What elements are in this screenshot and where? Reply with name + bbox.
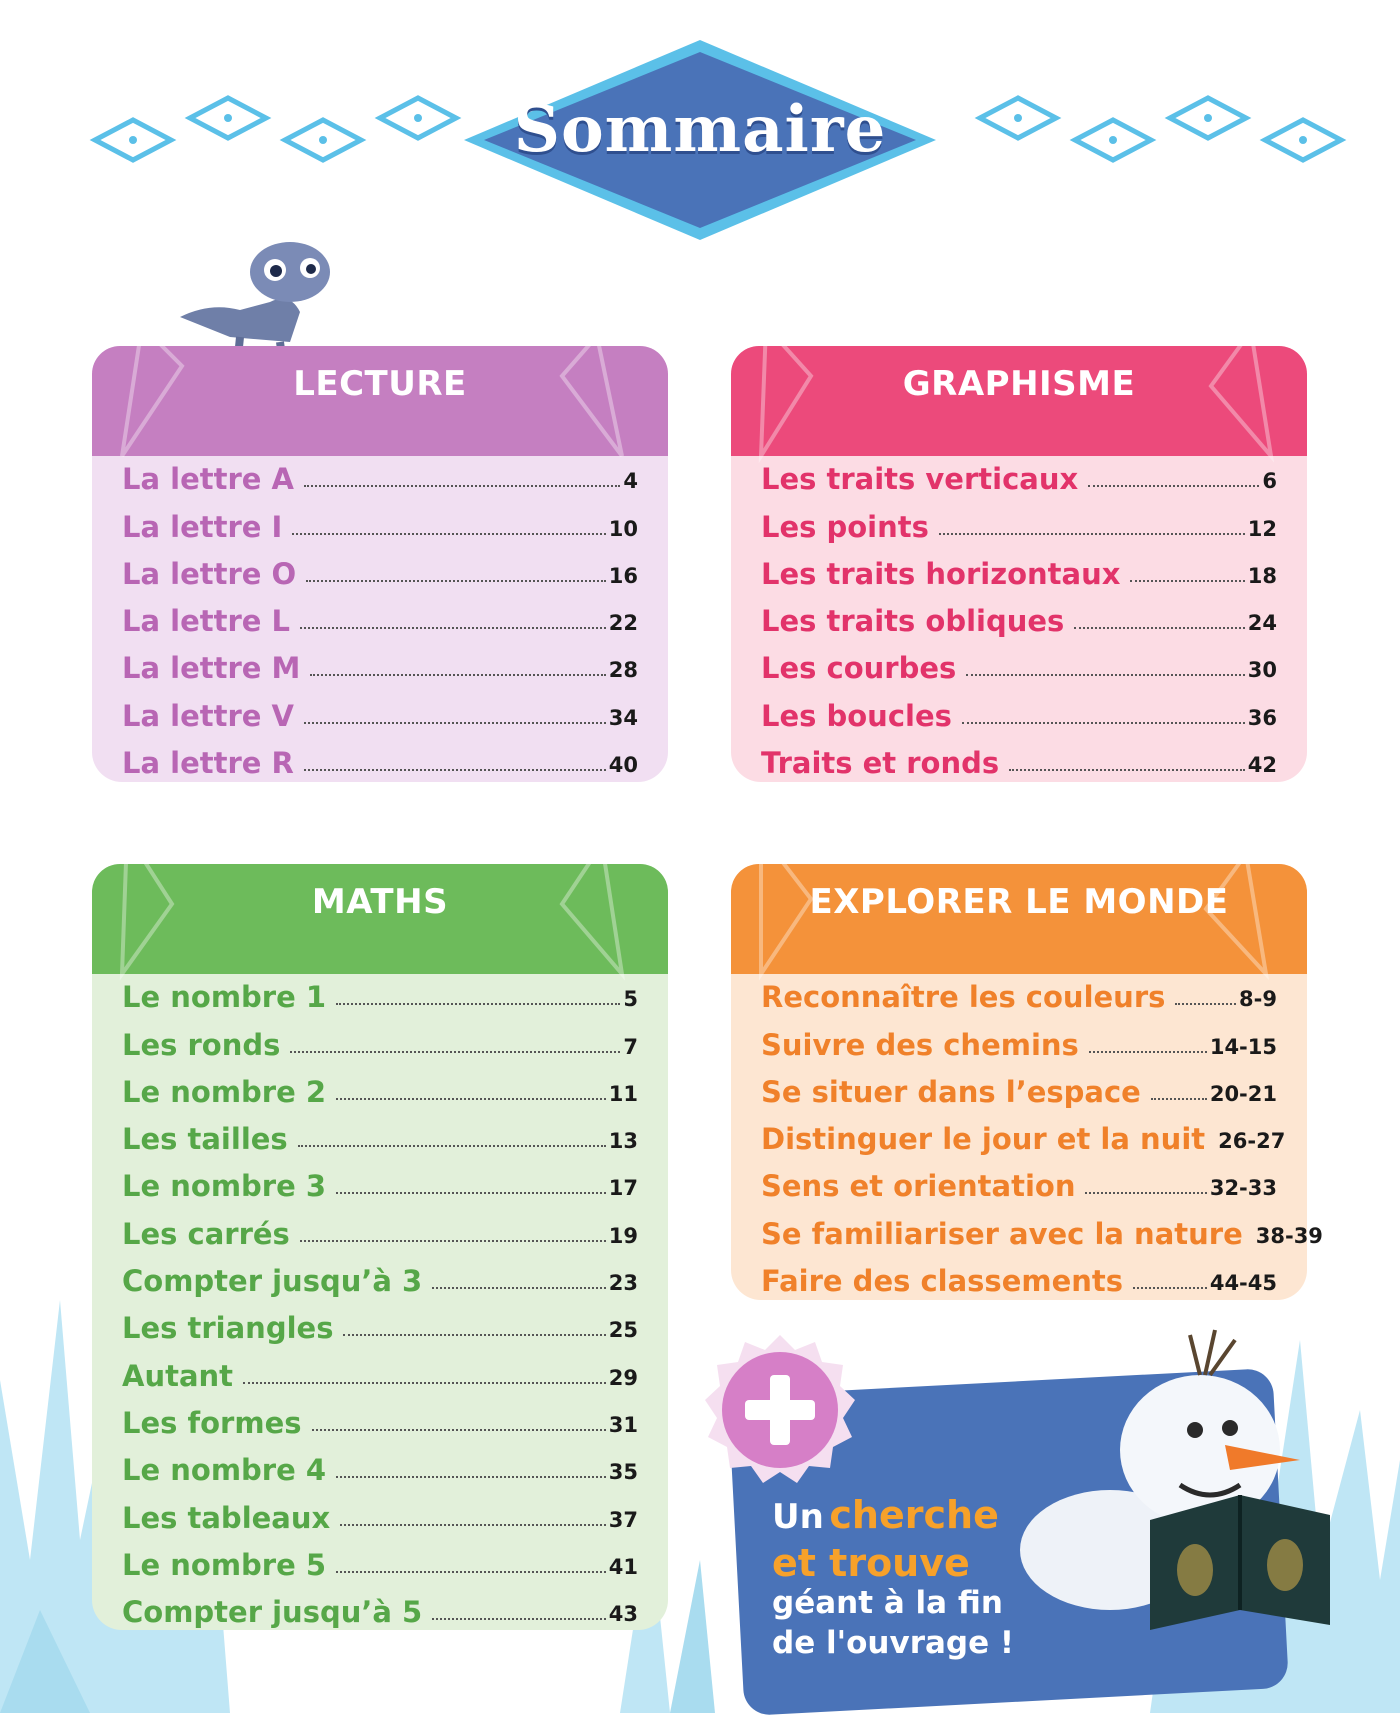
toc-entry-label: Compter jusqu’à 3 <box>122 1264 423 1299</box>
toc-entry-label: Le nombre 2 <box>122 1074 327 1109</box>
salamander-mascot <box>170 232 340 362</box>
toc-entry-page: 42 <box>1247 753 1277 778</box>
toc-entry-page: 12 <box>1247 516 1277 541</box>
toc-entry-page: 19 <box>608 1223 638 1248</box>
toc-entry-page: 22 <box>608 611 638 636</box>
toc-entry[interactable] <box>122 1017 638 1064</box>
toc-entry[interactable] <box>122 499 638 546</box>
plus-icon <box>700 1330 860 1490</box>
dot-leader <box>1130 579 1244 582</box>
toc-entry-label: La lettre I <box>122 509 283 544</box>
toc-entry-label: La lettre V <box>122 698 294 733</box>
section-items <box>122 970 638 1632</box>
toc-entry-label: Traits et ronds <box>761 746 1000 781</box>
promo-highlight1: cherche <box>829 1493 999 1537</box>
toc-entry-label: Les traits horizontaux <box>761 556 1121 591</box>
toc-entry-label: Sens et orientation <box>761 1169 1076 1204</box>
toc-entry[interactable] <box>761 1254 1277 1301</box>
toc-entry-page: 31 <box>608 1412 638 1437</box>
section-lecture <box>92 346 668 782</box>
toc-entry-page: 18 <box>1247 563 1277 588</box>
toc-entry-label: Les tailles <box>122 1122 288 1157</box>
toc-entry-label: Se situer dans l’espace <box>761 1074 1141 1109</box>
toc-entry-label: Le nombre 3 <box>122 1169 327 1204</box>
toc-entry[interactable] <box>122 970 638 1017</box>
dot-leader <box>939 532 1245 535</box>
toc-entry-label: La lettre R <box>122 746 294 781</box>
dot-leader <box>300 1239 606 1242</box>
dot-leader <box>1009 768 1245 771</box>
toc-entry[interactable] <box>761 1065 1277 1112</box>
dot-leader <box>966 673 1245 676</box>
toc-entry-page: 43 <box>608 1602 638 1627</box>
toc-entry-page: 5 <box>623 987 638 1012</box>
toc-entry-label: Autant <box>122 1358 234 1393</box>
toc-entry-page: 11 <box>608 1081 638 1106</box>
dot-leader <box>336 1097 606 1100</box>
toc-entry[interactable] <box>761 970 1277 1017</box>
section-title: EXPLORER LE MONDE <box>809 882 1229 922</box>
toc-entry-label: La lettre L <box>122 604 291 639</box>
toc-entry-page: 36 <box>1247 705 1277 730</box>
dot-leader <box>962 721 1245 724</box>
toc-entry[interactable] <box>761 1159 1277 1206</box>
promo-line3: géant à la fin <box>772 1585 1003 1621</box>
dot-leader <box>304 721 606 724</box>
section-header <box>92 864 668 974</box>
dot-leader <box>1085 1191 1206 1194</box>
section-items <box>761 970 1323 1301</box>
toc-entry-label: Se familiariser avec la nature <box>761 1216 1243 1251</box>
dot-leader <box>310 673 605 676</box>
toc-entry-label: La lettre A <box>122 462 294 497</box>
dot-leader <box>343 1333 605 1336</box>
toc-entry-label: Reconnaître les couleurs <box>761 980 1166 1015</box>
dot-leader <box>304 484 620 487</box>
toc-entry-page: 30 <box>1247 658 1277 683</box>
toc-entry[interactable] <box>761 499 1277 546</box>
dot-leader <box>1074 626 1244 629</box>
toc-entry-label: Suivre des chemins <box>761 1027 1079 1062</box>
toc-entry-label: Les traits obliques <box>761 604 1065 639</box>
toc-entry[interactable] <box>122 1254 638 1301</box>
section-title: LECTURE <box>293 364 467 404</box>
toc-entry-label: Les courbes <box>761 651 957 686</box>
toc-entry[interactable] <box>761 594 1277 641</box>
toc-entry-label: Le nombre 4 <box>122 1453 327 1488</box>
dot-leader <box>336 1002 620 1005</box>
dot-leader <box>1175 1002 1236 1005</box>
section-explorer-le-monde <box>731 864 1323 1300</box>
toc-entry-page: 25 <box>608 1318 638 1343</box>
toc-entry[interactable] <box>122 1490 638 1537</box>
toc-entry-page: 29 <box>608 1365 638 1390</box>
section-maths <box>92 864 668 1630</box>
toc-entry-page: 44-45 <box>1209 1271 1277 1296</box>
section-items <box>761 452 1277 783</box>
toc-entry-page: 6 <box>1262 469 1277 494</box>
toc-entry-page: 34 <box>608 705 638 730</box>
toc-entry[interactable] <box>122 594 638 641</box>
toc-entry-label: Les tableaux <box>122 1500 331 1535</box>
toc-entry-page: 32-33 <box>1209 1176 1277 1201</box>
toc-entry-page: 41 <box>608 1554 638 1579</box>
dot-leader <box>1133 1286 1207 1289</box>
section-title: GRAPHISME <box>902 364 1136 404</box>
toc-entry-page: 28 <box>608 658 638 683</box>
toc-entry-page: 37 <box>608 1507 638 1532</box>
dot-leader <box>1089 1050 1207 1053</box>
promo-highlight2: et trouve <box>772 1541 970 1585</box>
toc-entry-label: Les triangles <box>122 1311 334 1346</box>
toc-entry-label: Compter jusqu’à 5 <box>122 1595 423 1630</box>
toc-entry-page: 40 <box>608 753 638 778</box>
dot-leader <box>290 1050 620 1053</box>
toc-entry-page: 14-15 <box>1209 1034 1277 1059</box>
toc-entry[interactable] <box>761 1017 1277 1064</box>
toc-entry-label: Le nombre 1 <box>122 980 327 1015</box>
toc-entry[interactable] <box>122 1585 638 1632</box>
toc-entry[interactable] <box>122 1065 638 1112</box>
toc-entry-label: Faire des classements <box>761 1264 1124 1299</box>
toc-entry[interactable] <box>122 1538 638 1585</box>
toc-entry[interactable] <box>761 641 1277 688</box>
section-header <box>731 346 1307 456</box>
dot-leader <box>300 626 606 629</box>
toc-entry-page: 35 <box>608 1460 638 1485</box>
toc-entry-page: 10 <box>608 516 638 541</box>
toc-entry-label: Les carrés <box>122 1216 290 1251</box>
toc-entry[interactable] <box>761 1206 1323 1253</box>
toc-entry-page: 23 <box>608 1271 638 1296</box>
promo-line1: Un <box>772 1497 824 1537</box>
toc-entry-page: 38-39 <box>1255 1223 1323 1248</box>
toc-entry[interactable] <box>122 1301 638 1348</box>
toc-entry[interactable] <box>761 688 1277 735</box>
toc-entry-page: 26-27 <box>1218 1129 1286 1154</box>
toc-entry-page: 7 <box>623 1034 638 1059</box>
toc-entry-label: Les ronds <box>122 1027 281 1062</box>
toc-entry[interactable] <box>122 1348 638 1395</box>
dot-leader <box>1151 1097 1207 1100</box>
promo-line4: de l'ouvrage ! <box>772 1625 1015 1661</box>
toc-entry-page: 20-21 <box>1209 1081 1277 1106</box>
toc-entry-label: La lettre M <box>122 651 301 686</box>
page-title: Sommaire <box>513 92 887 167</box>
dot-leader <box>1088 484 1259 487</box>
dot-leader <box>312 1428 606 1431</box>
toc-entry[interactable] <box>122 547 638 594</box>
toc-entry[interactable] <box>122 688 638 735</box>
toc-entry-label: Distinguer le jour et la nuit <box>761 1122 1206 1157</box>
toc-entry[interactable] <box>122 1443 638 1490</box>
toc-entry-page: 4 <box>623 469 638 494</box>
dot-leader <box>432 1286 606 1289</box>
toc-entry[interactable] <box>122 1159 638 1206</box>
dot-leader <box>298 1144 606 1147</box>
toc-entry-page: 13 <box>608 1129 638 1154</box>
toc-entry-page: 24 <box>1247 611 1277 636</box>
dot-leader <box>292 532 605 535</box>
toc-entry-label: Le nombre 5 <box>122 1547 327 1582</box>
toc-entry-label: Les points <box>761 509 929 544</box>
toc-entry[interactable] <box>122 1112 638 1159</box>
toc-entry[interactable] <box>761 736 1277 783</box>
dot-leader <box>243 1381 606 1384</box>
toc-entry-page: 17 <box>608 1176 638 1201</box>
dot-leader <box>306 579 606 582</box>
toc-entry[interactable] <box>761 1112 1286 1159</box>
dot-leader <box>340 1523 606 1526</box>
toc-entry[interactable] <box>122 1206 638 1253</box>
toc-entry[interactable] <box>761 547 1277 594</box>
section-header <box>731 864 1307 974</box>
section-header <box>92 346 668 456</box>
toc-entry[interactable] <box>122 736 638 783</box>
dot-leader <box>336 1570 606 1573</box>
toc-entry-label: Les formes <box>122 1405 302 1440</box>
section-graphisme <box>731 346 1307 782</box>
toc-entry[interactable] <box>122 641 638 688</box>
toc-entry-label: La lettre O <box>122 556 297 591</box>
toc-entry[interactable] <box>122 452 638 499</box>
toc-entry-page: 16 <box>608 563 638 588</box>
toc-entry[interactable] <box>122 1396 638 1443</box>
dot-leader <box>432 1617 606 1620</box>
dot-leader <box>304 768 606 771</box>
toc-entry[interactable] <box>761 452 1277 499</box>
toc-entry-label: Les traits verticaux <box>761 462 1079 497</box>
toc-entry-page: 8-9 <box>1239 987 1277 1012</box>
snowman-reading-illustration <box>1000 1320 1360 1640</box>
section-items <box>122 452 638 783</box>
toc-entry-label: Les boucles <box>761 698 952 733</box>
section-title: MATHS <box>311 882 449 922</box>
dot-leader <box>336 1191 606 1194</box>
dot-leader <box>336 1475 606 1478</box>
